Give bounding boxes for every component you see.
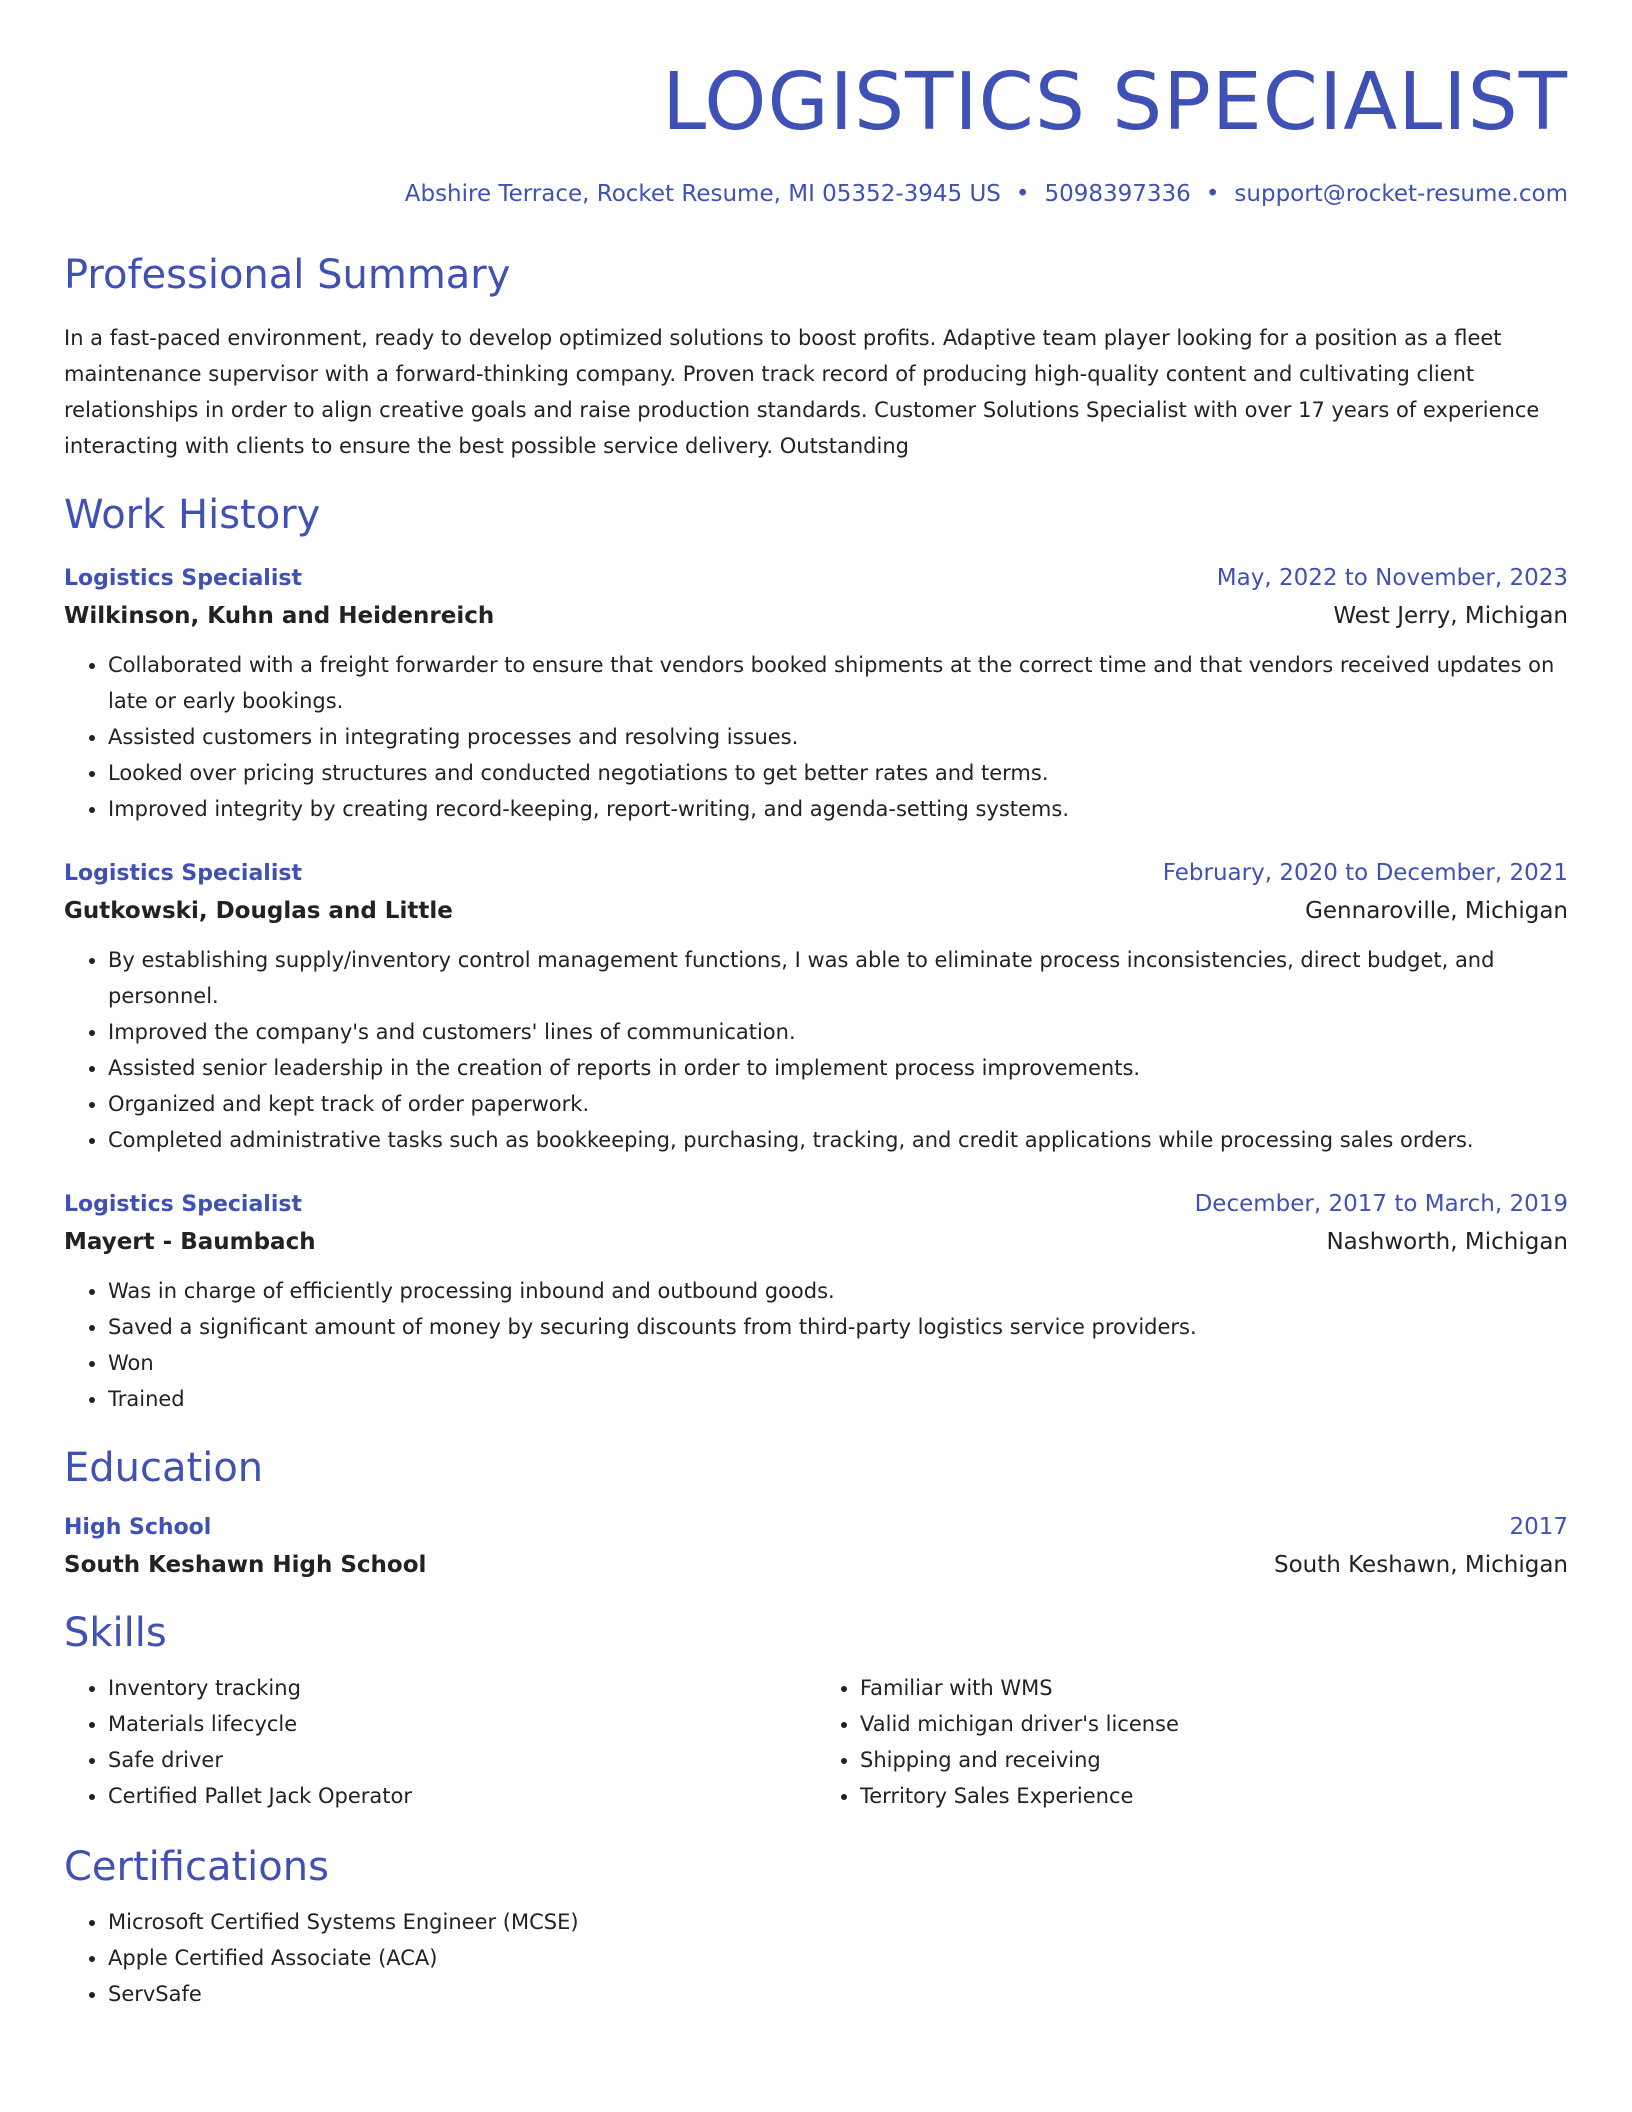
education-header-row: [64, 1509, 1568, 1546]
education-school-row: [64, 1546, 1568, 1584]
job-company-row: [64, 597, 1568, 635]
skills-columns: [64, 1670, 1568, 1814]
resume-title: LOGISTICS SPECIALIST: [662, 56, 1568, 148]
skill-item: • Materials lifecycle: [108, 1706, 816, 1742]
contact-phone: 5098397336: [1044, 181, 1191, 207]
education-entry: [64, 1509, 1568, 1584]
skills-right-list: [816, 1670, 1568, 1814]
education-degree: High School: [64, 1515, 212, 1540]
certifications-heading: Certifications: [64, 1844, 329, 1890]
job-bullet: • Organized and kept track of order paperwork.: [108, 1086, 1568, 1122]
job-location: West Jerry, Michigan: [1333, 603, 1568, 629]
skill-item: • Territory Sales Experience: [860, 1778, 1568, 1814]
job-bullet: • Was in charge of efficiently processing inbound and outbound goods.: [108, 1273, 1568, 1309]
job-company: Wilkinson, Kuhn and Heidenreich: [64, 603, 495, 629]
skills-heading: Skills: [64, 1610, 167, 1656]
job-bullet: • Improved integrity by creating record-keeping, report-writing, and agenda-setting systems.: [108, 791, 1568, 827]
job-location: Nashworth, Michigan: [1326, 1229, 1568, 1255]
skill-item: • Inventory tracking: [108, 1670, 816, 1706]
certifications-list: [64, 1904, 1568, 2012]
skill-item: • Certified Pallet Jack Operator: [108, 1778, 816, 1814]
job-bullet: • By establishing supply/inventory control management functions, I was able to eliminate process inconsistencies, direct budget, and personnel.: [108, 942, 1568, 1014]
job-header-row: [64, 560, 1568, 597]
skill-item: • Familiar with WMS: [860, 1670, 1568, 1706]
summary-text: In a fast-paced environment, ready to develop optimized solutions to boost profits. Adaptive team player looking for a position as a fleet maintenance supervisor with a forward-thinking company. Proven track record of producing high-quality content and cultivating client relationships in order to align creative goals and raise production standards. Customer Solutions Specialist with over 17 years of experience interacting with clients to ensure the best possible service delivery. Outstanding: [64, 326, 1540, 458]
education-school: South Keshawn High School: [64, 1552, 427, 1578]
job-entry: [64, 855, 1568, 1158]
job-bullet: • Won: [108, 1345, 1568, 1381]
job-bullet: • Assisted senior leadership in the creation of reports in order to implement process improvements.: [108, 1050, 1568, 1086]
job-company-row: [64, 892, 1568, 930]
work-history-heading: Work History: [64, 492, 321, 538]
job-bullets: [64, 942, 1568, 1158]
job-bullets: [64, 647, 1568, 827]
job-role: Logistics Specialist: [64, 566, 303, 591]
job-header-row: [64, 855, 1568, 892]
certification-item: • ServSafe: [108, 1976, 1568, 2012]
contact-separator: •: [1205, 181, 1220, 207]
education-heading: Education: [64, 1445, 264, 1491]
job-location: Gennaroville, Michigan: [1305, 898, 1568, 924]
job-role: Logistics Specialist: [64, 1192, 303, 1217]
job-bullet: • Saved a significant amount of money by securing discounts from third-party logistics service providers.: [108, 1309, 1568, 1345]
contact-line: [64, 178, 1568, 210]
job-entry: [64, 1186, 1568, 1417]
summary-heading: Professional Summary: [64, 252, 511, 298]
job-dates: December, 2017 to March, 2019: [1194, 1191, 1568, 1217]
skill-item: • Valid michigan driver's license: [860, 1706, 1568, 1742]
job-entry: [64, 560, 1568, 827]
job-dates: February, 2020 to December, 2021: [1162, 860, 1568, 886]
job-company-row: [64, 1223, 1568, 1261]
education-location: South Keshawn, Michigan: [1273, 1552, 1568, 1578]
job-company: Mayert - Baumbach: [64, 1229, 316, 1255]
contact-address: Abshire Terrace, Rocket Resume, MI 05352-3945 US: [404, 181, 1001, 207]
skill-item: • Safe driver: [108, 1742, 816, 1778]
certification-item: • Microsoft Certified Systems Engineer (MCSE): [108, 1904, 1568, 1940]
job-bullet: • Completed administrative tasks such as bookkeeping, purchasing, tracking, and credit applications while processing sales orders.: [108, 1122, 1568, 1158]
skills-left-list: [64, 1670, 816, 1814]
contact-email[interactable]: support@rocket-resume.com: [1234, 181, 1568, 207]
skill-item: • Shipping and receiving: [860, 1742, 1568, 1778]
job-company: Gutkowski, Douglas and Little: [64, 898, 453, 924]
job-bullets: [64, 1273, 1568, 1417]
job-bullet: • Looked over pricing structures and conducted negotiations to get better rates and terms.: [108, 755, 1568, 791]
job-dates: May, 2022 to November, 2023: [1216, 565, 1568, 591]
job-role: Logistics Specialist: [64, 861, 303, 886]
job-header-row: [64, 1186, 1568, 1223]
certification-item: • Apple Certified Associate (ACA): [108, 1940, 1568, 1976]
job-bullet: • Trained: [108, 1381, 1568, 1417]
contact-separator: •: [1015, 181, 1030, 207]
job-bullet: • Assisted customers in integrating processes and resolving issues.: [108, 719, 1568, 755]
resume-header: [64, 0, 1568, 210]
education-year: 2017: [1509, 1514, 1568, 1540]
job-bullet: • Improved the company's and customers' lines of communication.: [108, 1014, 1568, 1050]
job-bullet: • Collaborated with a freight forwarder to ensure that vendors booked shipments at the correct time and that vendors received updates on late or early bookings.: [108, 647, 1568, 719]
